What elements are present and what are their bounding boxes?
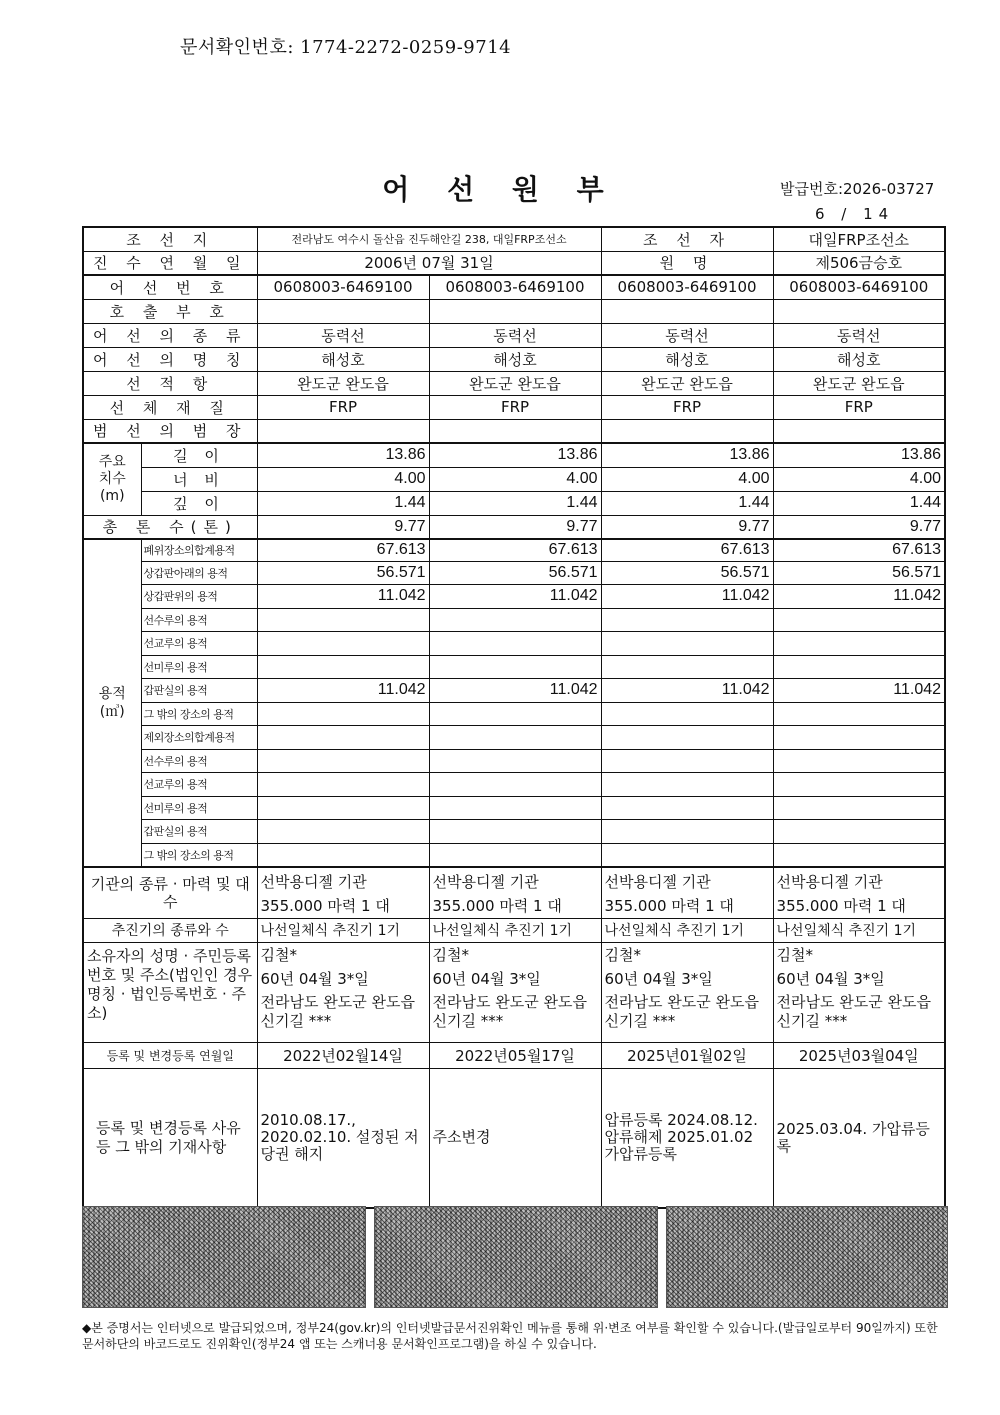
depth-value: 1.44: [429, 491, 601, 515]
remarks-value: 주소변경: [429, 1068, 601, 1208]
volume-value: 11.042: [601, 679, 773, 703]
volume-value: 11.042: [773, 585, 945, 609]
volume-value: [601, 820, 773, 844]
volume-value: [257, 796, 429, 820]
volume-value: [257, 655, 429, 679]
vessel-name-value: 해성호: [773, 347, 945, 371]
volume-value: [257, 749, 429, 773]
owner-value: [773, 942, 945, 1042]
home-port-value: 완도군 완도읍: [257, 371, 429, 395]
sail-rig-value: [773, 419, 945, 443]
label-remarks: 등록 및 변경등록 사유 등 그 밖의 기재사항: [83, 1068, 257, 1208]
volume-value: 56.571: [257, 561, 429, 585]
volume-value: [257, 773, 429, 797]
volume-value: [257, 843, 429, 867]
label-volume: 용적 (㎥): [83, 539, 141, 867]
sail-rig-value: [601, 419, 773, 443]
volume-value: 11.042: [429, 585, 601, 609]
owner-line: 60년 04월 3*일: [604, 969, 713, 988]
gross-tonnage-value: 9.77: [257, 515, 429, 539]
volume-value: [429, 820, 601, 844]
owner-line: 전라남도 완도군 완도읍 신기길 ***: [432, 992, 587, 1030]
label-volume-item: 그 밖의 장소의 용적: [141, 702, 257, 726]
volume-value: [429, 608, 601, 632]
breadth-value: 4.00: [601, 467, 773, 491]
owner-line: 김철*: [432, 945, 469, 964]
registration-date-value: 2025년01월02일: [601, 1042, 773, 1068]
volume-value: [773, 655, 945, 679]
page-title: 어 선 원 부: [382, 173, 618, 206]
label-volume-item: 선미루의 용적: [141, 796, 257, 820]
registration-date-value: 2022년05월17일: [429, 1042, 601, 1068]
engine-value: [429, 867, 601, 919]
builder-value: 대일FRP조선소: [773, 227, 945, 251]
call-sign-value: [257, 299, 429, 323]
label-volume-item: 선미루의 용적: [141, 655, 257, 679]
volume-value: [257, 702, 429, 726]
volume-value: 11.042: [601, 585, 773, 609]
volume-value: 67.613: [257, 539, 429, 561]
call-sign-value: [773, 299, 945, 323]
owner-line: 김철*: [260, 945, 297, 964]
volume-value: [773, 702, 945, 726]
owner-line: 전라남도 완도군 완도읍 신기길 ***: [604, 992, 759, 1030]
vessel-name-value: 해성호: [257, 347, 429, 371]
label-depth: 깊 이: [141, 491, 257, 515]
volume-value: [257, 632, 429, 656]
length-value: 13.86: [601, 443, 773, 467]
vessel-name-value: 해성호: [429, 347, 601, 371]
home-port-value: 완도군 완도읍: [601, 371, 773, 395]
propulsion-value: 나선일체식 추진기 1기: [601, 918, 773, 942]
volume-value: [601, 608, 773, 632]
label-gross-tonnage: 총 톤 수(톤): [83, 515, 257, 539]
volume-value: 11.042: [257, 585, 429, 609]
engine-line: 355.000 마력 1 대: [432, 896, 562, 915]
label-sail-rig: 범 선 의 범 장: [83, 419, 257, 443]
depth-value: 1.44: [257, 491, 429, 515]
sail-rig-value: [257, 419, 429, 443]
engine-line: 355.000 마력 1 대: [260, 896, 390, 915]
label-registration-date: 등록 및 변경등록 연월일: [83, 1042, 257, 1068]
propulsion-value: 나선일체식 추진기 1기: [773, 918, 945, 942]
label-volume-item: 그 밖의 장소의 용적: [141, 843, 257, 867]
label-breadth: 너 비: [141, 467, 257, 491]
volume-value: 56.571: [773, 561, 945, 585]
registration-date-value: 2022년02월14일: [257, 1042, 429, 1068]
owner-line: 김철*: [776, 945, 814, 964]
label-launch-date: 진 수 연 월 일: [83, 251, 257, 275]
label-volume-item: 선교루의 용적: [141, 773, 257, 797]
footer-notice: ◆본 증명서는 인터넷으로 발급되었으며, 정부24(gov.kr)의 인터넷발급문서진위확인 메뉴를 통해 위·변조 여부를 확인할 수 있습니다.(발급일로부터 90일까지) 또한 문서하단의 바코드로도 진위확인(정부24 앱 또는 스캐너용 문서확인프로그램)을 하실 수 있습니다.: [82, 1321, 938, 1351]
volume-value: [773, 632, 945, 656]
volume-value: [601, 702, 773, 726]
call-sign-value: [429, 299, 601, 323]
volume-value: [601, 726, 773, 750]
remarks-value: 압류등록 2024.08.12. 압류해제 2025.01.02 가압류등록: [601, 1068, 773, 1208]
volume-value: 67.613: [601, 539, 773, 561]
volume-value: 67.613: [429, 539, 601, 561]
volume-value: 11.042: [429, 679, 601, 703]
owner-line: 60년 04월 3*일: [776, 969, 885, 988]
breadth-value: 4.00: [429, 467, 601, 491]
label-call-sign: 호 출 부 호: [83, 299, 257, 323]
propulsion-value: 나선일체식 추진기 1기: [257, 918, 429, 942]
volume-value: [429, 726, 601, 750]
volume-value: [601, 773, 773, 797]
label-volume-item: 폐위장소의합계용적: [141, 539, 257, 561]
volume-value: [773, 796, 945, 820]
hull-material-value: FRP: [429, 395, 601, 419]
length-value: 13.86: [429, 443, 601, 467]
volume-value: [601, 655, 773, 679]
label-builder: 조 선 자: [601, 227, 773, 251]
breadth-value: 4.00: [257, 467, 429, 491]
label-volume-item: 선교루의 용적: [141, 632, 257, 656]
engine-line: 선박용디젤 기관: [776, 872, 883, 891]
vessel-name-value: 해성호: [601, 347, 773, 371]
length-value: 13.86: [257, 443, 429, 467]
volume-value: 56.571: [601, 561, 773, 585]
label-hull-material: 선 체 재 질: [83, 395, 257, 419]
hull-material-value: FRP: [601, 395, 773, 419]
volume-value: [257, 608, 429, 632]
label-owner: 소유자의 성명 · 주민등록번호 및 주소(법인인 경우 명칭 · 법인등록번호 · 주소): [83, 942, 257, 1042]
volume-value: [429, 843, 601, 867]
label-builder-location: 조 선 지: [83, 227, 257, 251]
remarks-value: 2025.03.04. 가압류등록: [773, 1068, 945, 1208]
label-vessel-name: 어 선 의 명 칭: [83, 347, 257, 371]
owner-value: [601, 942, 773, 1042]
volume-value: [429, 632, 601, 656]
vessel-type-value: 동력선: [257, 323, 429, 347]
volume-value: [429, 655, 601, 679]
home-port-value: 완도군 완도읍: [773, 371, 945, 395]
engine-value: [257, 867, 429, 919]
owner-line: 60년 04월 3*일: [260, 969, 369, 988]
engine-line: 355.000 마력 1 대: [604, 896, 734, 915]
gross-tonnage-value: 9.77: [429, 515, 601, 539]
volume-value: 67.613: [773, 539, 945, 561]
breadth-value: 4.00: [773, 467, 945, 491]
volume-value: 56.571: [429, 561, 601, 585]
length-value: 13.86: [773, 443, 945, 467]
barcode-image-1: [82, 1206, 366, 1308]
vessel-number-value: 0608003-6469100: [429, 275, 601, 299]
document-confirm-number: 문서확인번호: 1774-2272-0259-9714: [180, 37, 512, 58]
owner-line: 김철*: [604, 945, 642, 964]
volume-value: 11.042: [773, 679, 945, 703]
volume-value: [257, 820, 429, 844]
engine-line: 선박용디젤 기관: [432, 872, 539, 891]
volume-value: 11.042: [257, 679, 429, 703]
engine-value: [601, 867, 773, 919]
vessel-register-table: [82, 226, 946, 1209]
volume-value: [257, 726, 429, 750]
label-vessel-type: 어 선 의 종 류: [83, 323, 257, 347]
volume-value: [601, 796, 773, 820]
label-volume-item: 상갑판위의 용적: [141, 585, 257, 609]
launch-date-value: 2006년 07월 31일: [257, 251, 601, 275]
owner-value: [429, 942, 601, 1042]
vessel-type-value: 동력선: [601, 323, 773, 347]
volume-value: [773, 820, 945, 844]
volume-value: [429, 702, 601, 726]
page-number: 6 / 14: [815, 205, 895, 223]
label-original-name: 원 명: [601, 251, 773, 275]
volume-value: [601, 749, 773, 773]
vessel-number-value: 0608003-6469100: [257, 275, 429, 299]
original-name-value: 제506금승호: [773, 251, 945, 275]
label-home-port: 선 적 항: [83, 371, 257, 395]
owner-value: [257, 942, 429, 1042]
vessel-type-value: 동력선: [773, 323, 945, 347]
label-engine: 기관의 종류 · 마력 및 대수: [83, 867, 257, 919]
builder-location-value: 전라남도 여수시 돌산읍 진두해안길 238, 대일FRP조선소: [257, 227, 601, 251]
issue-number: 발급번호:2026-03727: [780, 180, 935, 198]
owner-line: 60년 04월 3*일: [432, 969, 541, 988]
depth-value: 1.44: [773, 491, 945, 515]
label-vessel-number: 어 선 번 호: [83, 275, 257, 299]
label-volume-item: 선수루의 용적: [141, 749, 257, 773]
volume-value: [773, 726, 945, 750]
owner-line: 전라남도 완도군 완도읍 신기길 ***: [260, 992, 415, 1030]
remarks-value: 2010.08.17., 2020.02.10. 설정된 저당권 해지: [257, 1068, 429, 1208]
home-port-value: 완도군 완도읍: [429, 371, 601, 395]
gross-tonnage-value: 9.77: [601, 515, 773, 539]
label-main-dimensions: 주요 치수 (m): [83, 443, 141, 515]
label-length: 길 이: [141, 443, 257, 467]
barcode-image-3: [666, 1206, 948, 1308]
label-volume-item: 갑판실의 용적: [141, 820, 257, 844]
volume-value: [773, 749, 945, 773]
vessel-number-value: 0608003-6469100: [773, 275, 945, 299]
engine-line: 선박용디젤 기관: [604, 872, 711, 891]
engine-line: 선박용디젤 기관: [260, 872, 367, 891]
volume-value: [429, 796, 601, 820]
volume-value: [429, 773, 601, 797]
engine-value: [773, 867, 945, 919]
volume-value: [601, 843, 773, 867]
sail-rig-value: [429, 419, 601, 443]
barcode-image-2: [374, 1206, 658, 1308]
label-volume-item: 제외장소의합계용적: [141, 726, 257, 750]
gross-tonnage-value: 9.77: [773, 515, 945, 539]
propulsion-value: 나선일체식 추진기 1기: [429, 918, 601, 942]
volume-value: [773, 843, 945, 867]
hull-material-value: FRP: [773, 395, 945, 419]
volume-value: [773, 608, 945, 632]
vessel-type-value: 동력선: [429, 323, 601, 347]
registration-date-value: 2025년03월04일: [773, 1042, 945, 1068]
owner-line: 전라남도 완도군 완도읍 신기길 ***: [776, 992, 931, 1030]
volume-value: [773, 773, 945, 797]
label-volume-item: 상갑판아래의 용적: [141, 561, 257, 585]
depth-value: 1.44: [601, 491, 773, 515]
label-volume-item: 갑판실의 용적: [141, 679, 257, 703]
hull-material-value: FRP: [257, 395, 429, 419]
vessel-number-value: 0608003-6469100: [601, 275, 773, 299]
engine-line: 355.000 마력 1 대: [776, 896, 906, 915]
label-volume-item: 선수루의 용적: [141, 608, 257, 632]
label-propulsion: 추진기의 종류와 수: [83, 918, 257, 942]
call-sign-value: [601, 299, 773, 323]
volume-value: [429, 749, 601, 773]
volume-value: [601, 632, 773, 656]
